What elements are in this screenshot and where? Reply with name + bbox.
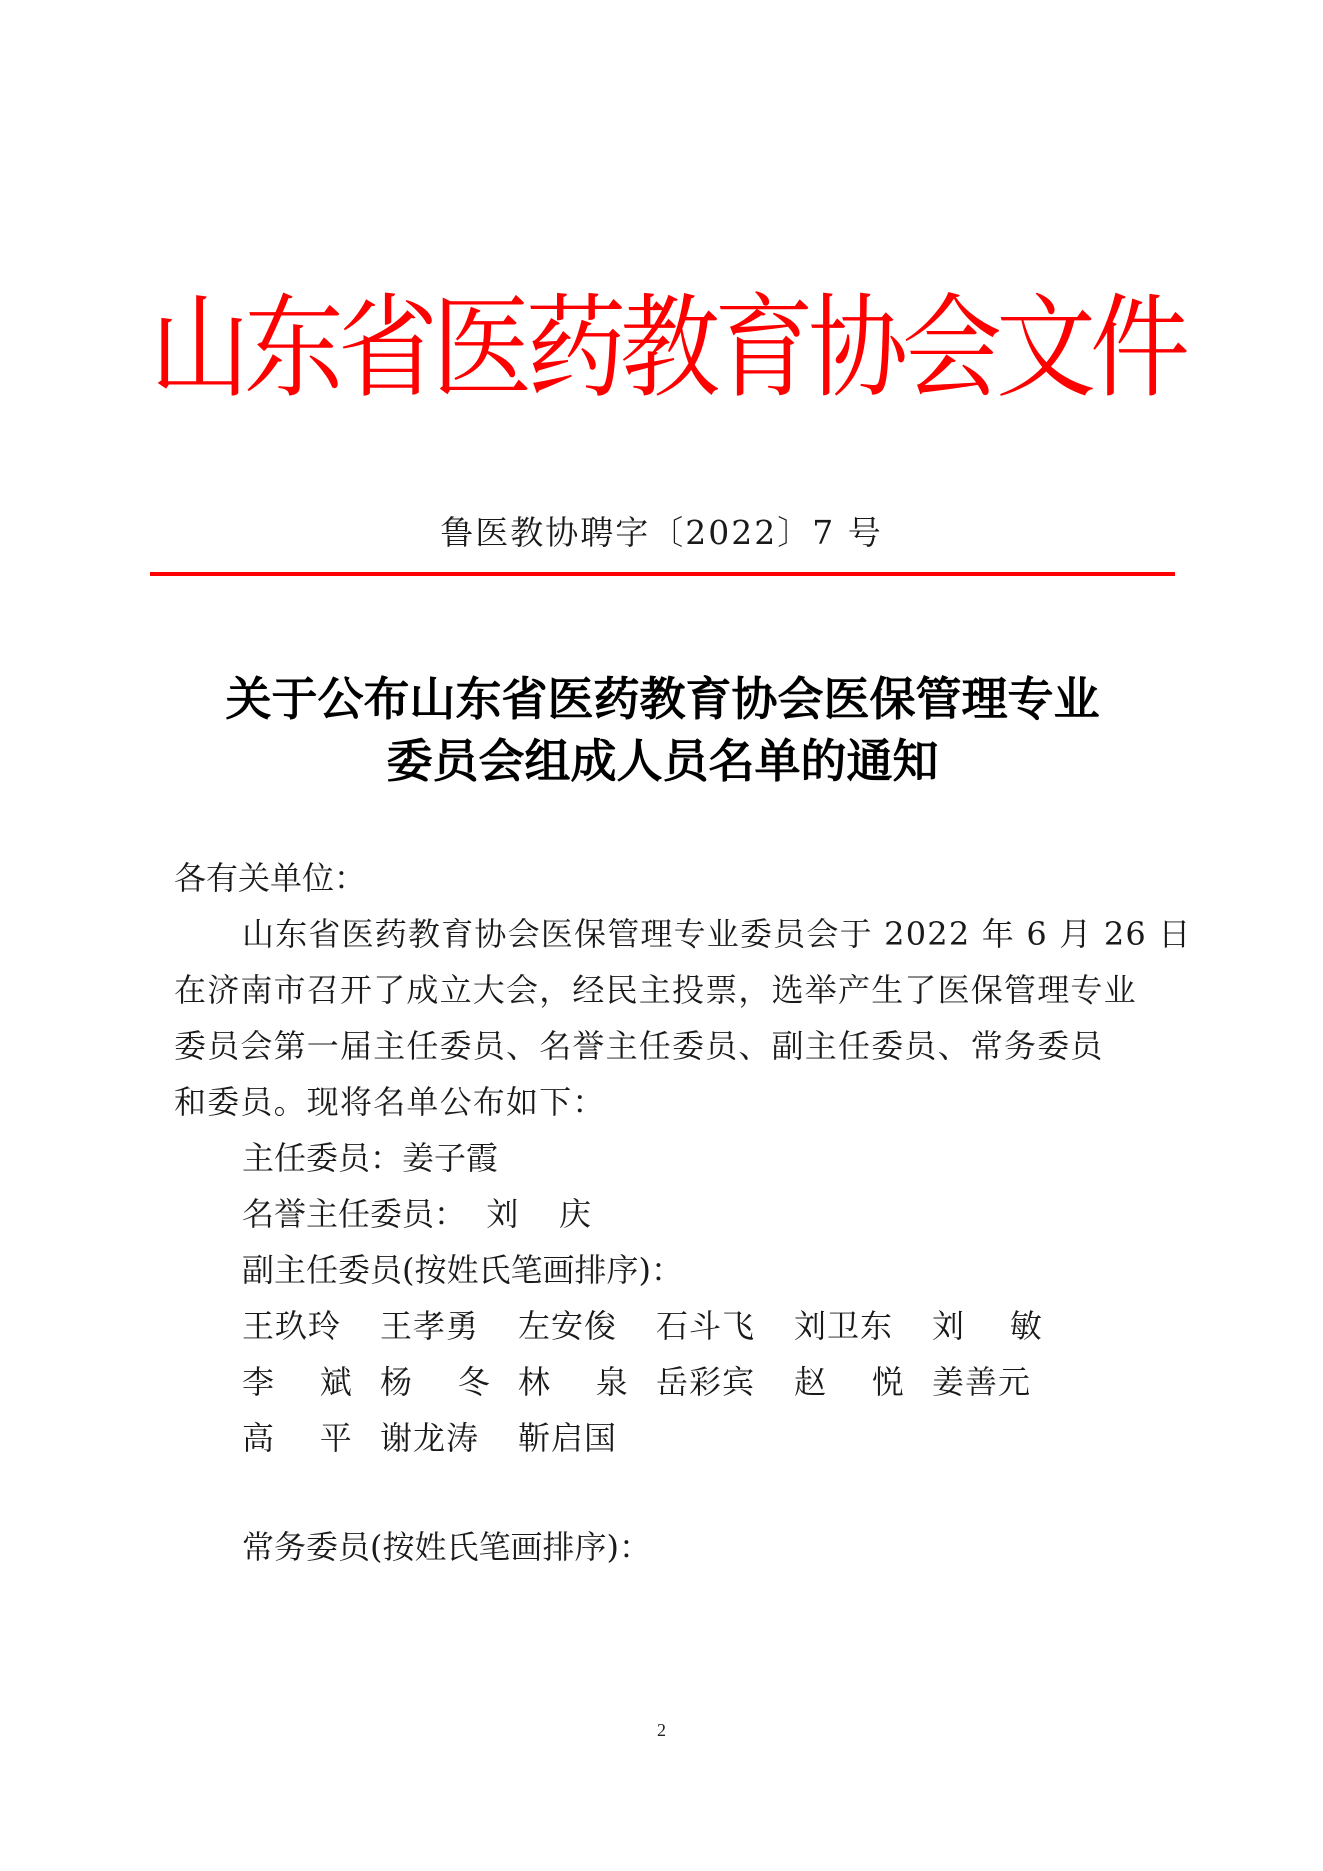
notice-title-line-1: 关于公布山东省医药教育协会医保管理专业 bbox=[225, 672, 1100, 726]
member-name: 王孝勇 bbox=[380, 1307, 480, 1345]
member-name: 李 斌 bbox=[242, 1363, 353, 1401]
member-name: 王玖玲 bbox=[242, 1307, 342, 1345]
member-name: 杨 冬 bbox=[380, 1363, 491, 1401]
member-name: 靳启国 bbox=[518, 1419, 618, 1457]
member-name: 岳彩宾 bbox=[656, 1363, 756, 1401]
member-name: 赵 悦 bbox=[794, 1363, 905, 1401]
member-name: 刘卫东 bbox=[794, 1307, 894, 1345]
document-number: 鲁医教协聘字〔2022〕7 号 bbox=[440, 513, 883, 552]
notice-title bbox=[150, 668, 1175, 792]
member-name: 高 平 bbox=[242, 1419, 353, 1457]
notice-body bbox=[174, 850, 1192, 1575]
masthead-title: 山东省医药教育协会文件 bbox=[150, 282, 1184, 414]
page-number: 2 bbox=[657, 1720, 666, 1740]
member-name: 刘 敏 bbox=[932, 1307, 1043, 1345]
chair-line: 主任委员：姜子霞 bbox=[242, 1139, 499, 1177]
vice-chair-row bbox=[174, 1410, 1174, 1466]
paragraph-line: 在济南市召开了成立大会，经民主投票，选举产生了医保管理专业 bbox=[174, 971, 1137, 1009]
notice-title-line-2: 委员会组成人员名单的通知 bbox=[386, 734, 939, 788]
blank-spacer bbox=[174, 1466, 1174, 1519]
member-name: 姜善元 bbox=[932, 1363, 1032, 1401]
vice-chairs-heading: 副主任委员(按姓氏笔画排序)： bbox=[242, 1251, 683, 1289]
vice-chair-row bbox=[174, 1354, 1174, 1410]
member-name: 林 泉 bbox=[518, 1363, 629, 1401]
paragraph-line: 和委员。现将名单公布如下： bbox=[174, 1083, 606, 1121]
member-name: 谢龙涛 bbox=[380, 1419, 480, 1457]
red-divider bbox=[150, 572, 1175, 576]
member-name: 左安俊 bbox=[518, 1307, 618, 1345]
vice-chair-row bbox=[174, 1298, 1174, 1354]
member-name: 石斗飞 bbox=[656, 1307, 756, 1345]
paragraph-line: 委员会第一届主任委员、名誉主任委员、副主任委员、常务委员 bbox=[174, 1027, 1104, 1065]
standing-members-heading: 常务委员(按姓氏笔画排序)： bbox=[242, 1528, 651, 1566]
paragraph-line: 山东省医药教育协会医保管理专业委员会于 2022 年 6 月 26 日 bbox=[242, 915, 1192, 953]
honorary-chair-line: 名誉主任委员： 刘 庆 bbox=[242, 1195, 592, 1233]
salutation: 各有关单位： bbox=[174, 859, 367, 897]
